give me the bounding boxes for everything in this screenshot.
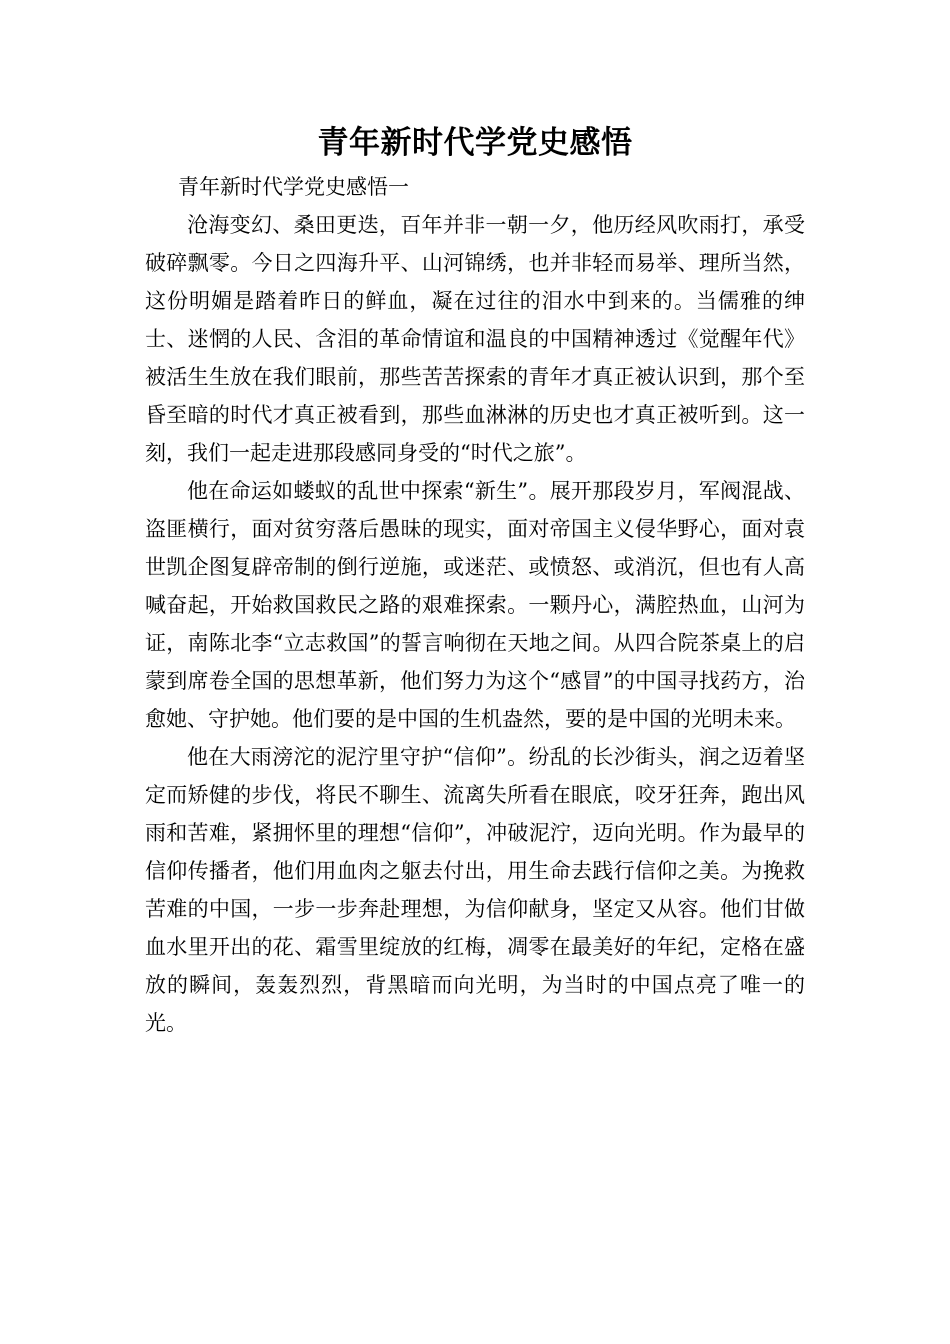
paragraph-1: 沧海变幻、桑田更迭，百年并非一朝一夕，他历经风吹雨打，承受破碎飘零。今日之四海升平、山河锦绣，也并非轻而易举、理所当然，这份明媚是踏着昨日的鲜血，凝在过往的泪水中到来的。当儒雅的绅士、迷惘的人民、含泪的革命情谊和温良的中国精神透过《觉醒年代》被活生生放在我们眼前，那些苦苦探索的青年才真正被认识到，那个至昏至暗的时代才真正被看到，那些血淋淋的历史也才真正被听到。这一刻，我们一起走进那段感同身受的“时代之旅”。: [145, 213, 805, 465]
document-title: 青年新时代学党史感悟: [317, 125, 633, 161]
paragraph-3: 他在大雨滂沱的泥泞里守护“信仰”。纷乱的长沙街头，润之迈着坚定而矫健的步伐，将民不聊生、流离失所看在眼底，咬牙狂奔，跑出风雨和苦难，紧拥怀里的理想“信仰”，冲破泥泞，迈向光明。作为最早的信仰传播者，他们用血肉之躯去付出，用生命去践行信仰之美。为挽救苦难的中国，一步一步奔赴理想，为信仰献身，坚定又从容。他们甘做血水里开出的花、霜雪里绽放的红梅，凋零在最美好的年纪，定格在盛放的瞬间，轰轰烈烈，背黑暗而向光明，为当时的中国点亮了唯一的光。: [145, 745, 805, 1035]
section-subtitle: 青年新时代学党史感悟一: [178, 175, 409, 199]
paragraph-2: 他在命运如蝼蚁的乱世中探索“新生”。展开那段岁月，军阀混战、盗匪横行，面对贫穷落后愚昧的现实，面对帝国主义侵华野心，面对袁世凯企图复辟帝制的倒行逆施，或迷茫、或愤怒、或消沉，但也有人高喊奋起，开始救国救民之路的艰难探索。一颗丹心，满腔热血，山河为证，南陈北李“立志救国”的誓言响彻在天地之间。从四合院茶桌上的启蒙到席卷全国的思想革新，他们努力为这个“感冒”的中国寻找药方，治愈她、守护她。他们要的是中国的生机盎然，要的是中国的光明未来。: [145, 479, 805, 731]
document-body: [145, 118, 805, 1042]
